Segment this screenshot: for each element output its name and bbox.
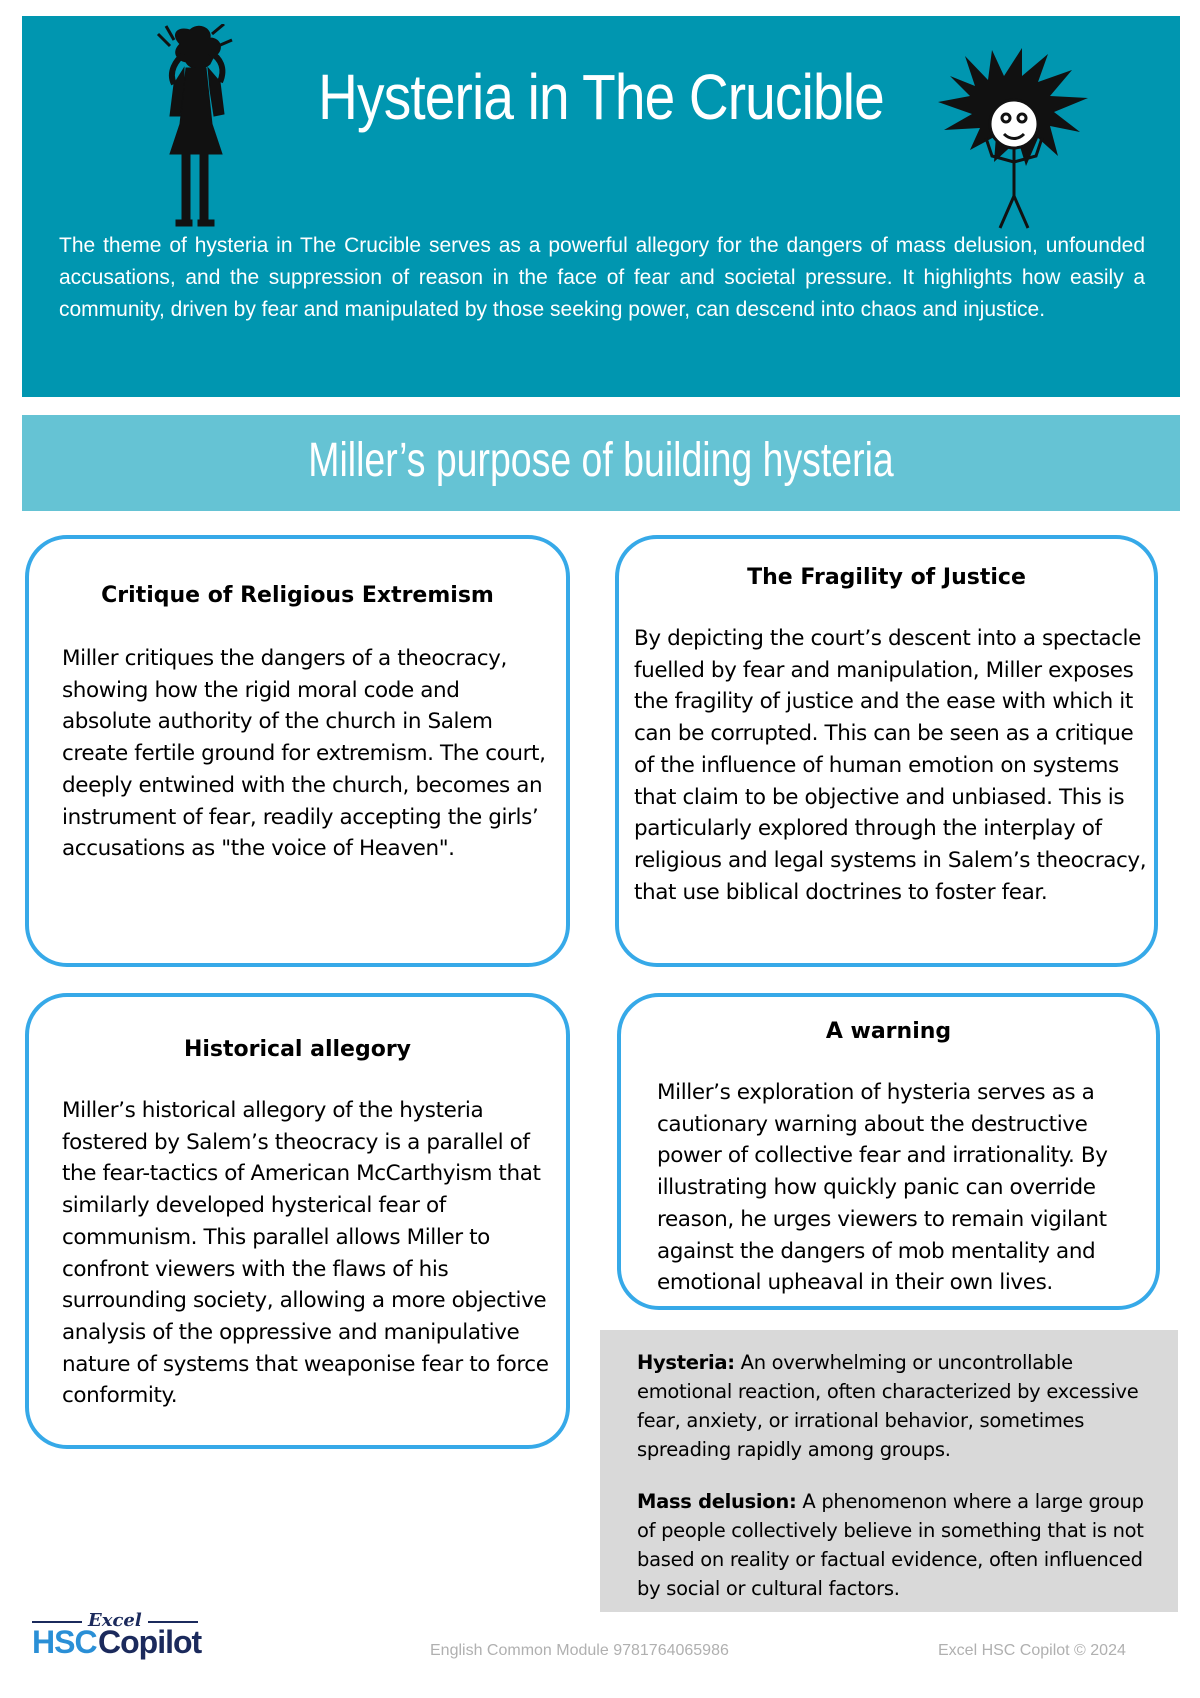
- card-title: Critique of Religious Extremism: [101, 583, 494, 608]
- card-title: Historical allegory: [183, 1037, 412, 1062]
- card-body: By depicting the court’s descent into a spectacle fuelled by fear and manipulation, Miller exposes the fragility of justice and the ease with which it can be corrupted. This can be seen as a critique of the influence of human emotion on systems that claim to be objective and unbiased. This is particularly explored through the interplay of religious and legal systems in Salem’s theocracy, that use biblical doctrines to foster fear.: [634, 626, 1147, 905]
- definition-hysteria: [637, 1348, 1167, 1464]
- card-body: Miller’s exploration of hysteria serves as a cautionary warning about the destructive power of collective fear and irrationality. By illustrating how quickly panic can override reason, he urges viewers to remain vigilant against the dangers of mob mentality and emotional upheaval in their own lives.: [657, 1080, 1108, 1296]
- footer-copyright: Excel HSC Copilot © 2024: [938, 1642, 1126, 1659]
- card-title: A warning: [825, 1019, 952, 1044]
- card-historical-allegory: [25, 993, 570, 1449]
- definitions-box: [600, 1330, 1178, 1612]
- logo-rule: [32, 1621, 82, 1623]
- definition-text: An overwhelming or uncontrollable emotional reaction, often characterized by excessive fear, anxiety, or irrational behavior, sometimes spreading rapidly among groups.: [637, 1351, 1139, 1461]
- section-title: Miller’s purpose of building hysteria: [308, 434, 894, 487]
- logo-excel-text: Excel: [88, 1610, 142, 1631]
- logo-rule: [148, 1621, 198, 1623]
- footer-isbn: English Common Module 9781764065986: [430, 1642, 729, 1659]
- excel-hsc-copilot-logo: [32, 1610, 212, 1670]
- card-body: Miller’s historical allegory of the hysteria fostered by Salem’s theocracy is a parallel of the fear-tactics of American McCarthyism that similarly developed hysterical fear of communism. This parallel allows Miller to confront viewers with the flaws of his surrounding society, allowing a more objective analysis of the oppressive and manipulative nature of systems that weaponise fear to force conformity.: [62, 1098, 549, 1409]
- card-body: Miller critiques the dangers of a theocracy, showing how the rigid moral code and absolute authority of the church in Salem create fertile ground for extremism. The court, deeply entwined with the church, becomes an instrument of fear, readily accepting the girls’ accusations as "the voice of Heaven".: [62, 646, 546, 862]
- header-banner: [22, 16, 1180, 397]
- section-banner: [22, 415, 1180, 511]
- card-fragility-of-justice: [615, 535, 1158, 967]
- logo-copilot-text: Copilot: [98, 1624, 202, 1660]
- definition-term: Mass delusion:: [637, 1490, 797, 1513]
- definition-text: A phenomenon where a large group of people collectively believe in something that is not based on reality or factual evidence, often influenced by social or cultural factors.: [637, 1490, 1144, 1600]
- frazzled-stick-figure-icon: [930, 46, 1100, 236]
- definition-mass-delusion: [637, 1487, 1167, 1603]
- logo-hsc-text: HSC: [32, 1624, 97, 1660]
- card-religious-extremism: [25, 535, 570, 967]
- intro-paragraph: The theme of hysteria in The Crucible serves as a powerful allegory for the dangers of mass delusion, unfounded accusations, and the suppression of reason in the face of fear and societal pressure. It highlights how easily a community, driven by fear and manipulated by those seeking power, can descend into chaos and injustice.: [59, 234, 1145, 321]
- page-title: Hysteria in The Crucible: [318, 61, 884, 133]
- card-a-warning: [617, 993, 1160, 1310]
- definition-term: Hysteria:: [637, 1351, 735, 1374]
- card-title: The Fragility of Justice: [747, 565, 1026, 590]
